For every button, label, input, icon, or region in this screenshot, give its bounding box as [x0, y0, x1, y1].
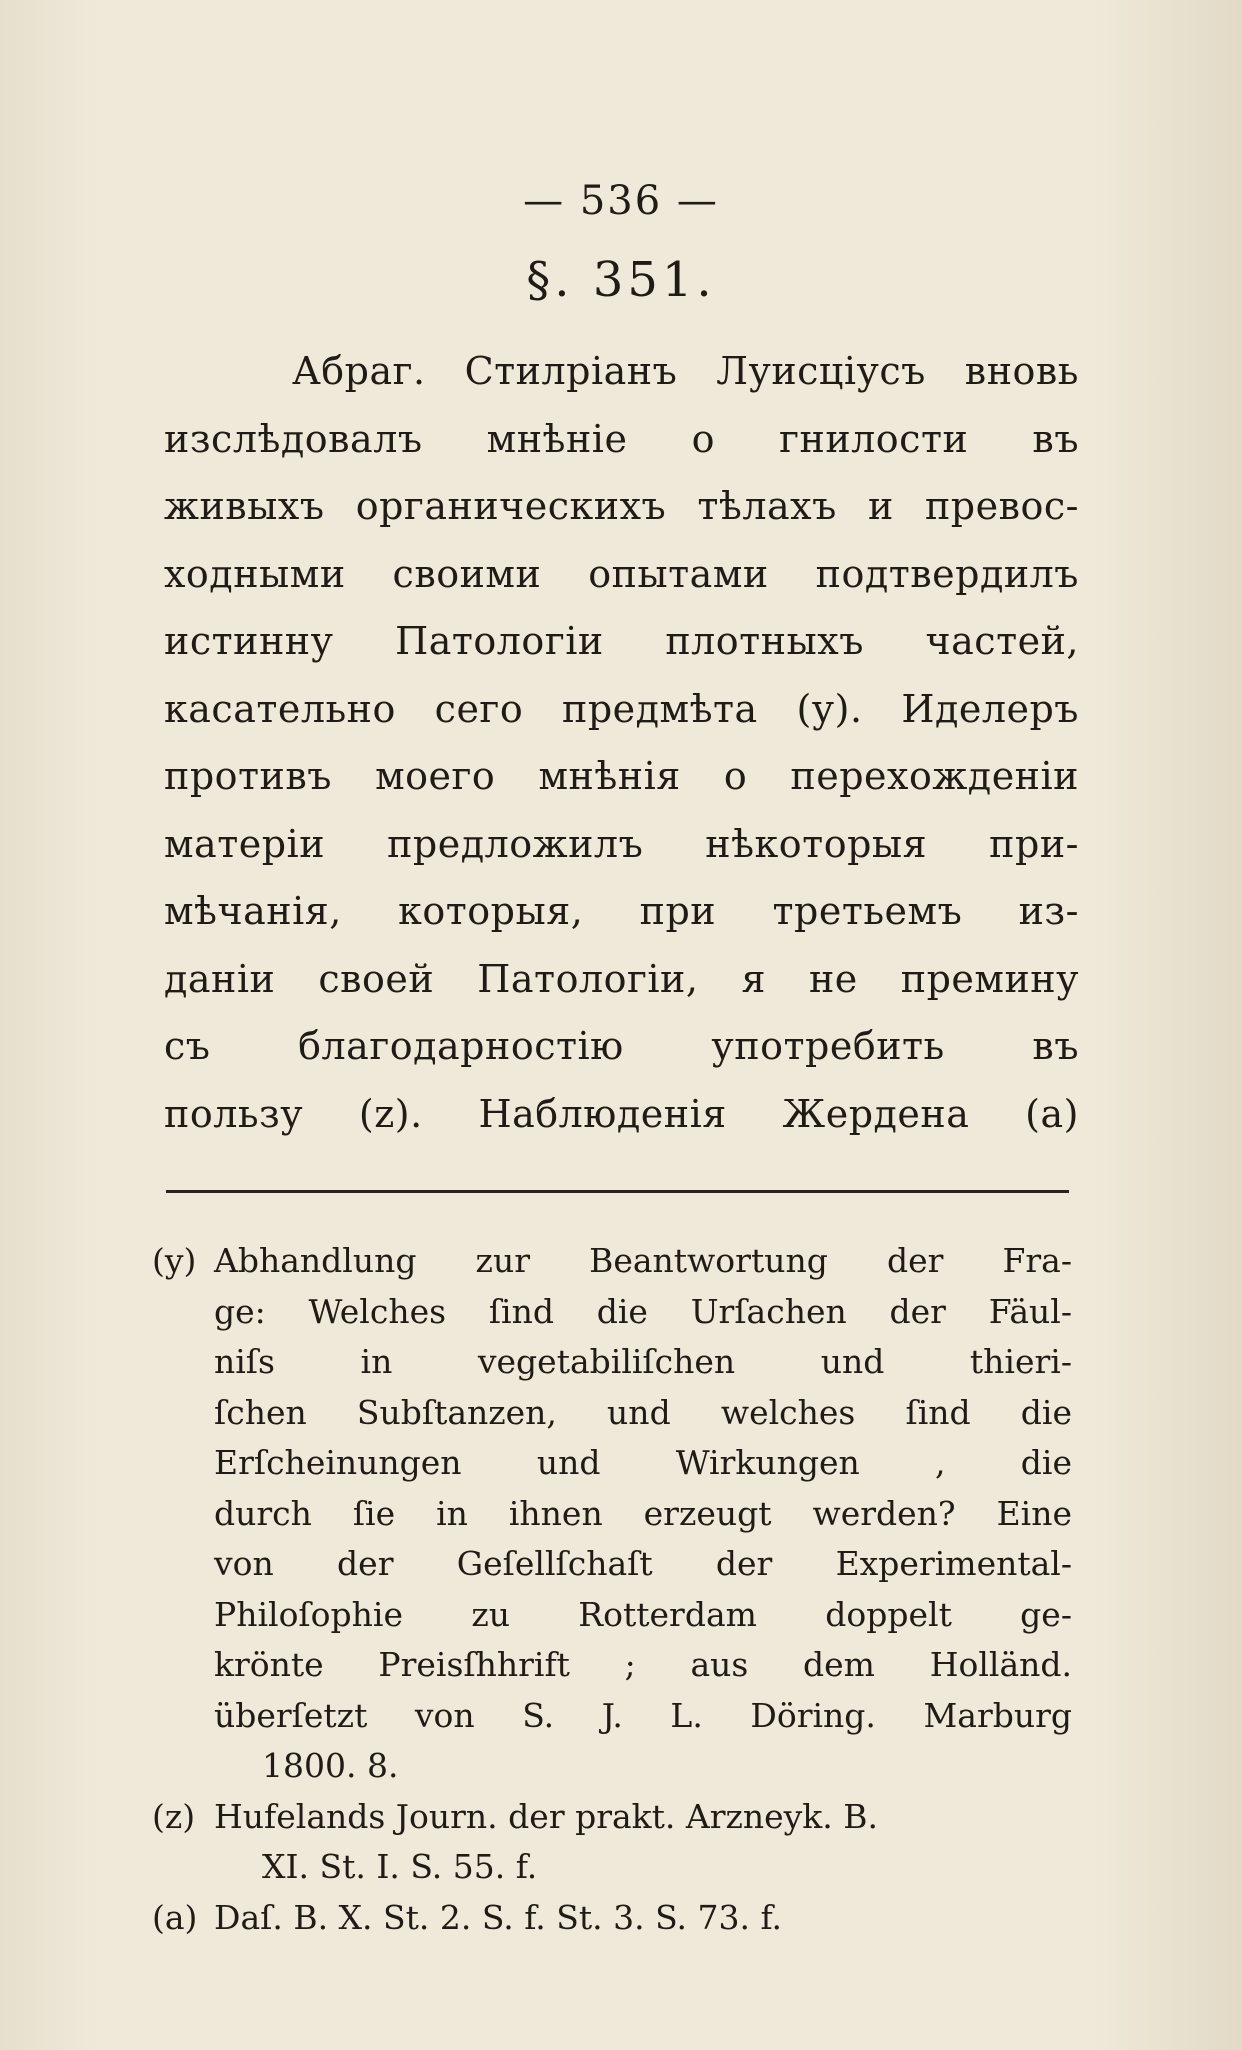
footnotes: [152, 1236, 1072, 1943]
text-line: ходными своими опытами подтвердилъ: [164, 551, 1079, 596]
footnote-a-line: [152, 1893, 1072, 1944]
text-line: Абраг. Стилріанъ Луисціусъ вновь: [292, 349, 1079, 393]
footnote-marker: (z): [152, 1796, 196, 1836]
footnote-text: Daſ. B. X. St. 2. S. f. St. 3. S. 73. f.: [214, 1897, 783, 1937]
footnote-y-line: Erſcheinungen und Wirkungen , die: [214, 1443, 1072, 1482]
text-line: касательно сего предмѣта (у). Иделеръ: [164, 686, 1079, 731]
footnote-y-line: ge: Welches ſind die Urſachen der Fäul-: [214, 1291, 1072, 1331]
footnote-y-line: überſetzt von S. J. L. Döring. Marburg: [214, 1695, 1072, 1735]
footnote-marker: (a): [152, 1897, 198, 1937]
footnote-y-line: 1800. 8.: [262, 1746, 399, 1785]
section-number: §. 351.: [526, 252, 716, 308]
text-line: истинну Патологіи плотныхъ частей,: [164, 619, 1079, 663]
footnote-y-line: krönte Preisſhhrift ; aus dem Holländ.: [214, 1645, 1072, 1684]
text-line: противъ моего мнѣнія о перехожденіи: [164, 754, 1079, 798]
main-paragraph: [164, 338, 1079, 1148]
footnote-text: Abhandlung zur Beantwortung der Fra-: [214, 1241, 1072, 1280]
footnote-text: Hufelands Journ. der prakt. Arzneyk. B.: [214, 1796, 879, 1836]
page-number: — 536 —: [523, 178, 719, 224]
footnote-divider: [166, 1190, 1069, 1193]
footnote-y-line: ſchen Subſtanzen, und welches ſind die: [214, 1392, 1072, 1432]
footnote-z-line: [152, 1792, 1072, 1843]
text-line: мѣчанія, которыя, при третьемъ из-: [164, 889, 1079, 933]
footnote-z-line: XI. St. I. S. 55. f.: [262, 1847, 538, 1886]
footnote-y-line: durch ſie in ihnen erzeugt werden? Eine: [214, 1493, 1072, 1533]
footnote-y-line: Philoſophie zu Rotterdam doppelt ge-: [214, 1594, 1072, 1634]
text-line: матеріи предложилъ нѣкоторыя при-: [164, 821, 1079, 866]
text-line: живыхъ органическихъ тѣлахъ и превос-: [164, 484, 1079, 528]
text-line: изслѣдовалъ мнѣніе о гнилости въ: [164, 416, 1079, 461]
footnote-y-line: [152, 1236, 1072, 1287]
text-line: съ благодарностію употребить въ: [164, 1024, 1079, 1068]
footnote-y-line: von der Geſellſchaſt der Experimental-: [214, 1544, 1072, 1583]
text-line: даніи своей Патологіи, я не премину: [164, 956, 1079, 1001]
text-line: пользу (z). Наблюденія Жердена (а): [164, 1091, 1079, 1136]
footnote-marker: (y): [152, 1241, 197, 1280]
footnote-y-line: niſs in vegetabiliſchen und thieri-: [214, 1342, 1072, 1381]
